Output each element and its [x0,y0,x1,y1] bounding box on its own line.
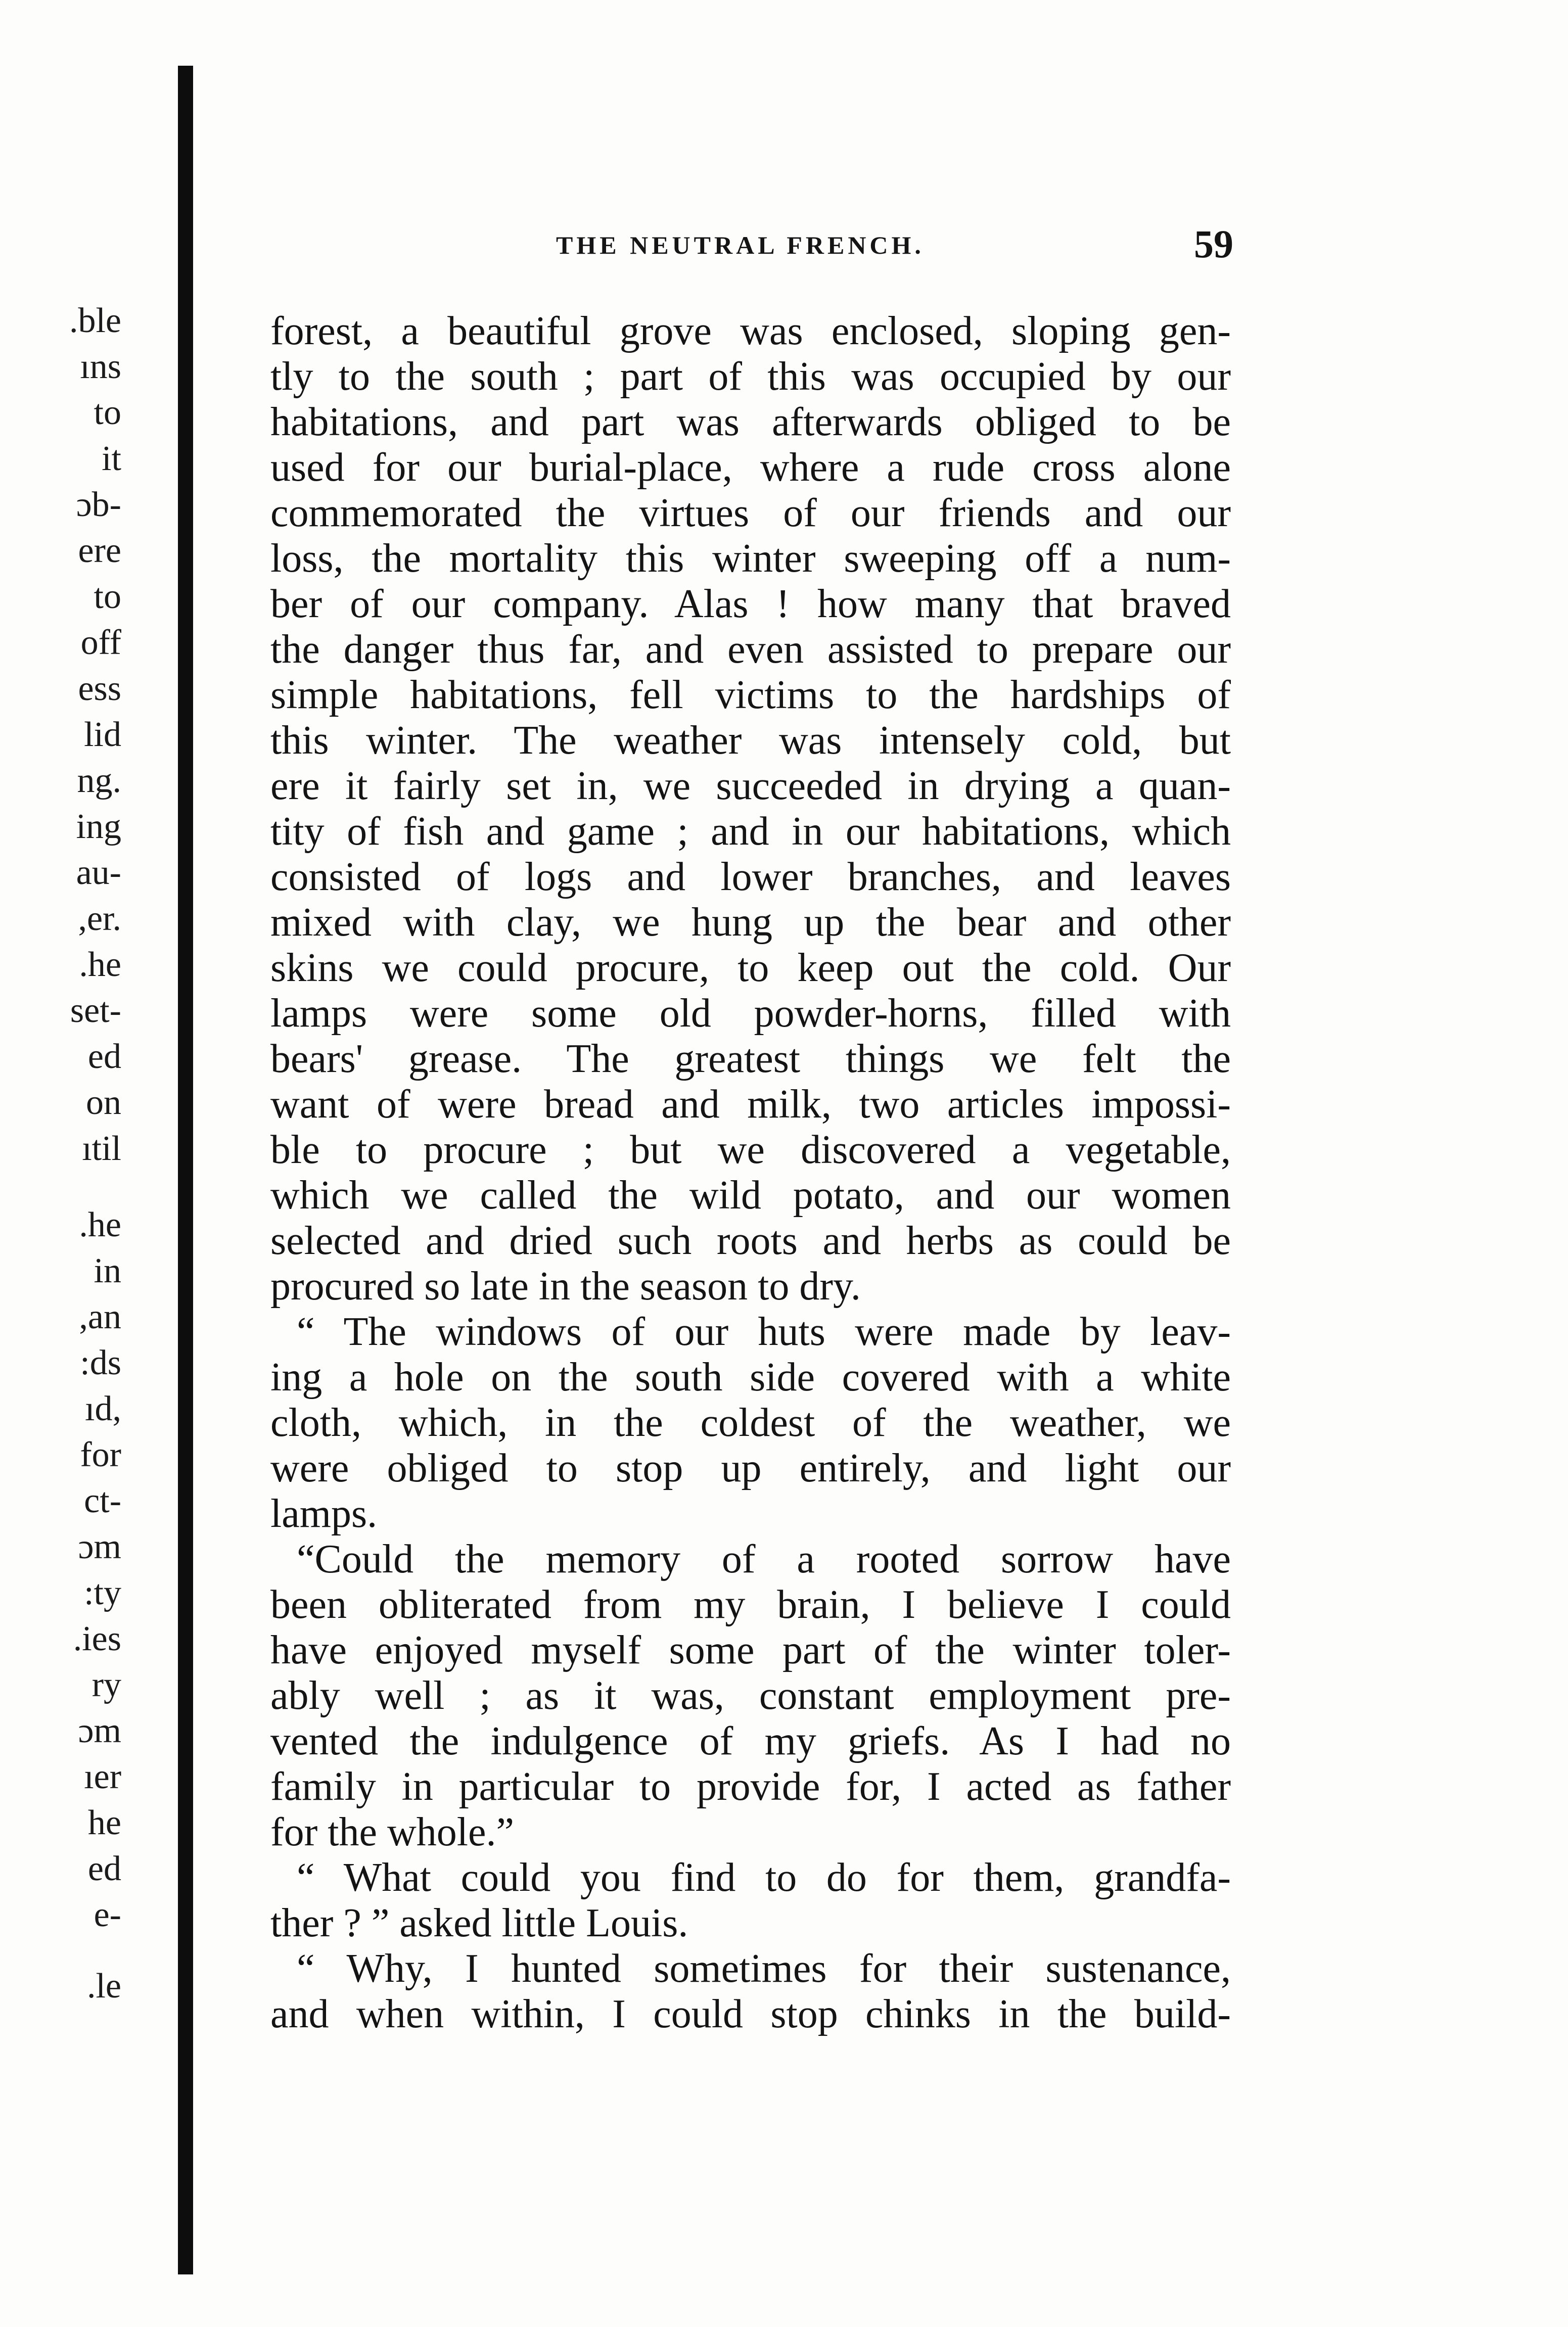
facing-page-fragment: e- [94,1895,121,1934]
text-line: ably well ; as it was, constant employment pre- [270,1673,1231,1718]
text-line: mixed with clay, we hung up the bear and other [270,900,1231,945]
facing-page-fragment: off [80,623,121,662]
facing-page-fragment: ɔm [78,1711,121,1750]
text-line: “ The windows of our huts were made by leav- [297,1310,1231,1354]
facing-page-fragment: .ies [73,1619,121,1658]
facing-page-fragment: ıtil [82,1129,121,1168]
text-line: been obliterated from my brain, I believe I could [270,1583,1231,1627]
text-line: skins we could procure, to keep out the cold. Our [270,946,1231,990]
facing-page-fragment: it [102,439,121,478]
text-line: this winter. The weather was intensely cold, but [270,718,1231,763]
facing-page-fragment: lid [84,715,121,754]
text-line: lamps. [270,1492,378,1536]
facing-page-fragment: to [94,393,121,432]
text-line: ble to procure ; but we discovered a vegetable, [270,1128,1231,1172]
body-text [270,308,1231,2037]
facing-page-fragment: in [94,1251,121,1290]
facing-page-fragment: ct- [84,1481,121,1520]
text-line: loss, the mortality this winter sweeping off a num- [270,536,1231,581]
text-line: family in particular to provide for, I acted as father [270,1764,1231,1809]
text-line: procured so late in the season to dry. [270,1264,861,1309]
text-line: ing a hole on the south side covered with a white [270,1355,1231,1400]
text-line: want of were bread and milk, two articles impossi- [270,1082,1231,1127]
text-line: tity of fish and game ; and in our habitations, which [270,809,1231,854]
facing-page-fragment: to [94,577,121,616]
text-line: lamps were some old powder-horns, filled with [270,991,1231,1036]
facing-page-fragment: .he [79,1205,121,1244]
facing-page-fragment: ıd, [85,1389,121,1428]
facing-page-fragment: ,an [79,1297,121,1336]
facing-page-fragment: :ds [80,1343,121,1382]
facing-page-fragment: ,er. [78,899,121,938]
facing-page-fragment: au- [76,853,121,892]
facing-page-fragment: ry [91,1665,121,1704]
text-line: bears' grease. The greatest things we felt the [270,1037,1231,1081]
text-line: the danger thus far, and even assisted to prepare our [270,627,1231,672]
text-line: which we called the wild potato, and our women [270,1173,1231,1218]
text-line: ther ? ” asked little Louis. [270,1901,688,1945]
facing-page-fragment: ɔm [78,1527,121,1566]
text-line: “Could the memory of a rooted sorrow have [297,1537,1231,1581]
text-line: cloth, which, in the coldest of the weather, we [270,1401,1231,1445]
facing-page-fragment: ɔb- [76,485,121,524]
facing-page-fragment: ess [78,669,121,708]
facing-page-fragment: .ble [69,301,121,340]
facing-page-fragment: :ty [84,1573,121,1612]
text-line: tly to the south ; part of this was occupied by our [270,354,1231,399]
text-line: selected and dried such roots and herbs as could be [270,1219,1231,1263]
facing-page-fragment: he [87,1803,121,1842]
text-line: vented the indulgence of my griefs. As I had no [270,1719,1231,1763]
facing-page-fragment: for [80,1435,121,1474]
text-line: consisted of logs and lower branches, and leaves [270,855,1231,899]
text-line: and when within, I could stop chinks in the build- [270,1992,1231,2036]
text-line: habitations, and part was afterwards obliged to be [270,400,1231,444]
page-number: 59 [1194,222,1233,266]
text-line: “ Why, I hunted sometimes for their sustenance, [297,1946,1231,1991]
facing-page-fragment: ere [78,531,121,570]
facing-page-fragment: .he [79,945,121,984]
text-line: for the whole.” [270,1810,515,1854]
facing-page-fragment: ed [87,1849,121,1888]
facing-page-fragment: set- [70,991,121,1030]
text-line: simple habitations, fell victims to the hardships of [270,673,1231,717]
facing-page-fragment: on [86,1083,121,1122]
text-line: used for our burial-place, where a rude cross alone [270,445,1231,490]
text-line: ere it fairly set in, we succeeded in drying a quan- [270,764,1231,808]
facing-page-fragment: ıns [80,347,121,386]
text-line: were obliged to stop up entirely, and light our [270,1446,1231,1491]
facing-page-fragment: ng. [77,761,121,800]
text-line: have enjoyed myself some part of the winter toler- [270,1628,1231,1672]
running-head: THE NEUTRAL FRENCH. [556,231,925,259]
facing-page-fragment: ıer [84,1757,121,1796]
text-line: ber of our company. Alas ! how many that braved [270,582,1231,626]
facing-page-fragments [0,303,121,2224]
facing-page-fragment: ed [87,1037,121,1076]
text-line: “ What could you find to do for them, grandfa- [297,1855,1231,1900]
text-line: forest, a beautiful grove was enclosed, sloping gen- [270,309,1231,353]
facing-page-fragment: .le [86,1967,121,2006]
page-header [273,221,1233,277]
text-line: commemorated the virtues of our friends and our [270,491,1231,535]
facing-page-fragment: ing [76,807,121,846]
binding-gutter-shadow [178,66,193,2274]
